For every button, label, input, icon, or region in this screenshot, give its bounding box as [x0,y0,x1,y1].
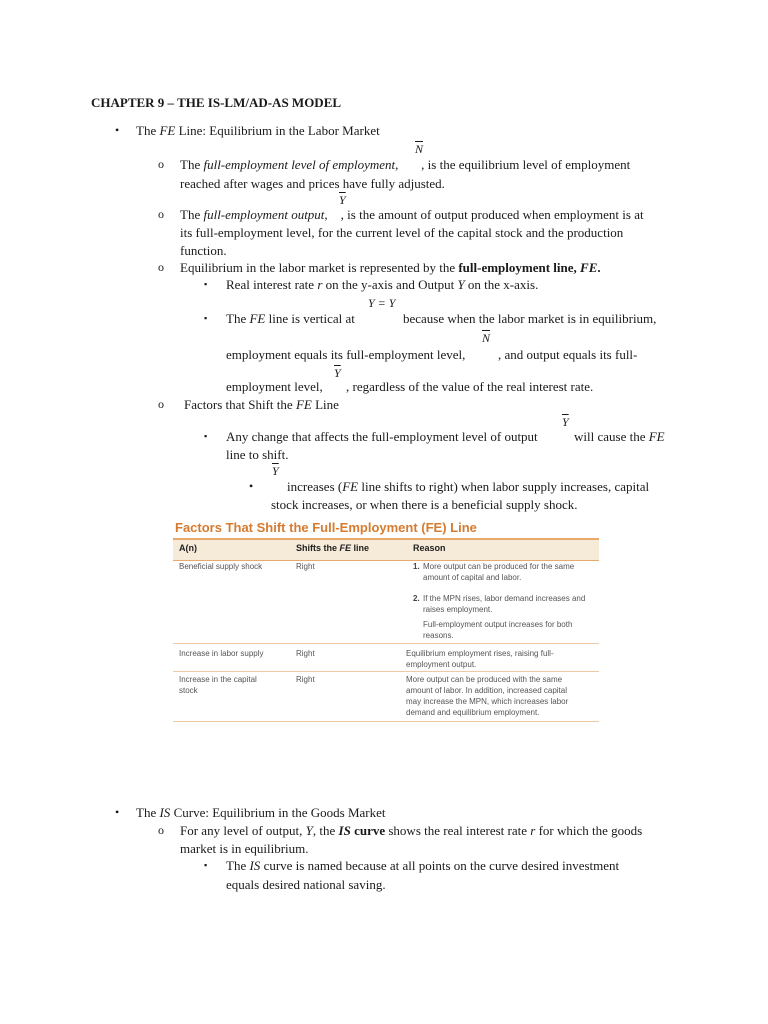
bullet-marker: • [115,805,120,819]
circle-marker: o [158,823,164,837]
table-cell: demand and equilibrium employment. [406,708,540,717]
table-rule [173,671,599,672]
increases-text: increases (FE line shifts to right) when labor supply increases, capital [287,479,650,494]
is-naming-line2: equals desired national saving. [226,877,386,892]
table-cell: Full-employment output increases for both [423,620,573,629]
square-marker: ▪ [204,860,208,870]
y-bar-symbol: $\overline{Y}$ [334,366,341,380]
bullet-marker: • [115,123,120,137]
table-rule [173,721,599,722]
def-full-employment-level: The full-employment level of employment, , is the equilibrium level of employment [180,157,631,172]
table-cell: amount of labor. In addition, increased capital [406,686,567,695]
fe-vertical-statement: The FE line is vertical at [226,311,355,326]
table-cell: More output can be produced with the same [406,675,563,684]
table-cell: Right [296,649,315,658]
square-marker: ▪ [204,313,208,323]
n-bar-symbol: $\overline{N}$ [482,331,491,345]
table-cell: reasons. [423,631,454,640]
table-cell: More output can be produced for the same [423,562,575,571]
y-bar-symbol: $\overline{Y}$ [272,464,279,478]
table-cell: Right [296,675,315,684]
circle-marker: o [158,157,164,171]
y-bar-symbol: $\overline{Y}$ [562,415,569,429]
col-header-shifts: Shifts the FE line [296,543,370,553]
fe-section-heading: The FE Line: Equilibrium in the Labor Market [136,123,380,138]
any-change-line2: line to shift. [226,447,289,462]
chapter-heading: CHAPTER 9 – THE IS-LM/AD-AS MODEL [91,95,342,110]
bullet-marker: • [249,479,254,493]
def-full-employment-output-line2: its full-employment level, for the current level of the capital stock and the production [180,225,624,240]
def-full-employment-output-line3: function. [180,243,227,258]
equilibrium-statement: Equilibrium in the labor market is represented by the full-employment line, FE. [180,260,601,275]
is-definition-line2: market is in equilibrium. [180,841,309,856]
table-header-row [173,538,599,561]
y-equals-ybar: Y = Y [368,296,396,310]
table-cell: amount of capital and labor. [423,573,522,582]
table-cell: raises employment. [423,605,493,614]
y-bar-symbol: $\overline{Y}$ [339,193,346,207]
table-cell: Increase in the capital [179,675,257,684]
table-title: Factors That Shift the Full-Employment (FE) Line [175,520,477,535]
is-section-heading: The IS Curve: Equilibrium in the Goods Market [136,805,386,820]
table-cell: If the MPN rises, labor demand increases and [423,594,586,603]
circle-marker: o [158,397,164,411]
square-marker: ▪ [204,279,208,289]
col-header-reason: Reason [413,543,446,553]
table-cell: 2. [413,594,420,603]
circle-marker: o [158,260,164,274]
def-full-employment-output: The full-employment output, , is the amount of output produced when employment is at [180,207,644,222]
table-cell: Beneficial supply shock [179,562,263,571]
table-cell: Increase in labor supply [179,649,264,658]
circle-marker: o [158,207,164,221]
output-equals-text: , and output equals its full- [498,347,638,362]
regardless-text: , regardless of the value of the real interest rate. [346,379,594,394]
axis-description: Real interest rate r on the y-axis and Output Y on the x-axis. [226,277,539,292]
employment-level-text: employment level, [226,379,323,394]
table-cell: Equilibrium employment rises, raising full- [406,649,554,658]
n-bar-symbol: $\overline{N}$ [415,142,424,156]
table-cell: may increase the MPN, which increases labor [406,697,569,706]
any-change-text-cont: will cause the FE [574,429,665,444]
factors-heading: Factors that Shift the FE Line [184,397,339,412]
table-rule [173,643,599,644]
square-marker: ▪ [204,431,208,441]
def-full-employment-level-line2: reached after wages and prices have fully adjusted. [180,176,445,191]
table-cell: employment output. [406,660,477,669]
increases-line2: stock increases, or when there is a beneficial supply shock. [271,497,578,512]
table-cell: 1. [413,562,420,571]
is-naming: The IS curve is named because at all points on the curve desired investment [226,858,620,873]
table-cell: Right [296,562,315,571]
employment-equals-text: employment equals its full-employment level, [226,347,466,362]
col-header-an: A(n) [179,543,197,553]
any-change-text: Any change that affects the full-employment level of output [226,429,538,444]
fe-shift-factors-table [173,518,599,730]
table-cell: stock [179,686,198,695]
fe-vertical-statement-cont: because when the labor market is in equilibrium, [403,311,657,326]
is-definition: For any level of output, Y, the IS curve shows the real interest rate r for which the goods [180,823,643,838]
